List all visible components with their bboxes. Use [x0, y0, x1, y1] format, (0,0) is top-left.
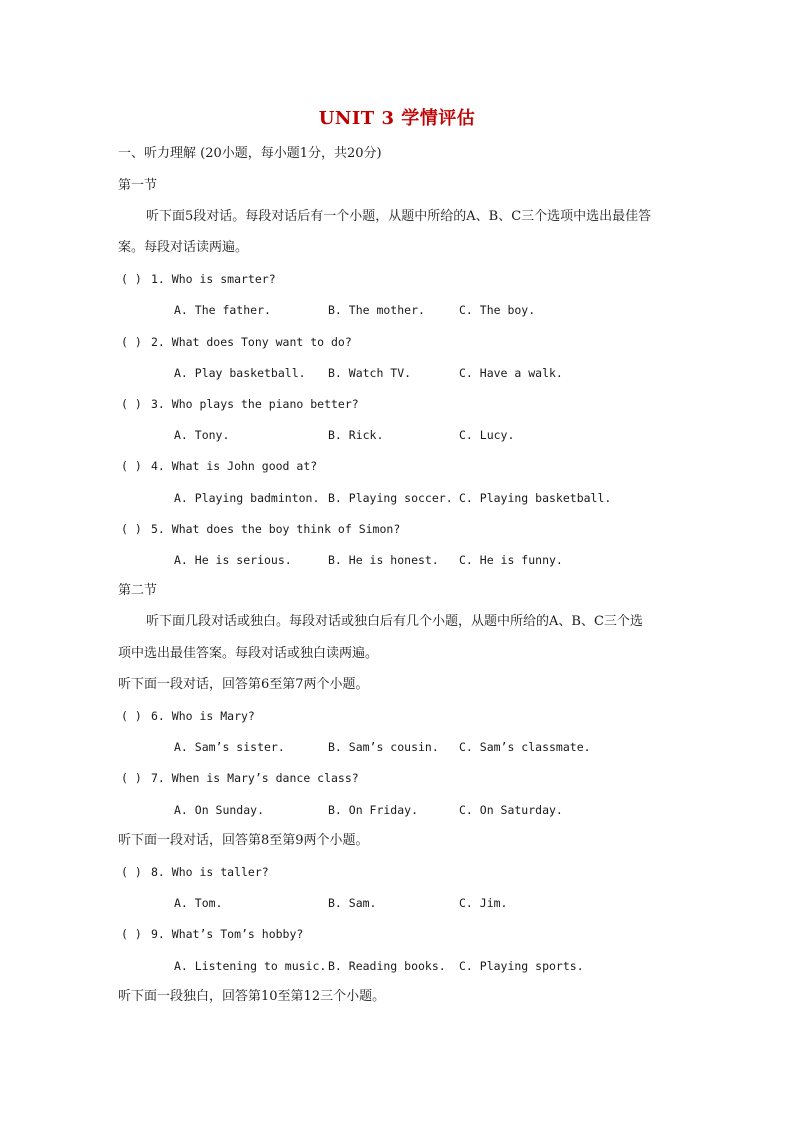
option-a: A. Tony.: [174, 428, 230, 442]
option-c: C. Lucy.: [459, 428, 515, 442]
answer-bracket[interactable]: ( ): [121, 709, 142, 723]
option-b: B. Playing soccer.: [328, 491, 453, 505]
section-heading: 一、听力理解 (20小题，每小题1分，共20分): [118, 146, 382, 161]
group-instruction-10-12: 听下面一段独白，回答第10至第12三个小题。: [118, 989, 386, 1004]
part2-instructions-line1: 听下面几段对话或独白。每段对话或独白后有几个小题，从题中所给的A、B、C三个选: [146, 614, 643, 629]
option-a: A. On Sunday.: [174, 803, 265, 817]
answer-bracket[interactable]: ( ): [121, 272, 142, 286]
option-a: A. Play basketball.: [174, 366, 306, 380]
question-stem: 7. When is Mary’s dance class?: [151, 771, 359, 785]
question-stem: 5. What does the boy think of Simon?: [151, 522, 401, 536]
answer-bracket[interactable]: ( ): [121, 459, 142, 473]
option-b: B. Rick.: [328, 428, 384, 442]
question-stem: 1. Who is smarter?: [151, 272, 276, 286]
option-b: B. He is honest.: [328, 553, 439, 567]
answer-bracket[interactable]: ( ): [121, 335, 142, 349]
part1-label: 第一节: [118, 178, 158, 193]
part2-label: 第二节: [118, 583, 158, 598]
page-title: UNIT 3 学情评估: [318, 108, 476, 129]
question-3: [121, 395, 359, 413]
option-c: C. Playing basketball.: [459, 491, 612, 505]
part1-instructions-line1: 听下面5段对话。每段对话后有一个小题，从题中所给的A、B、C三个选项中选出最佳答: [146, 209, 652, 224]
group-instruction-6-7: 听下面一段对话，回答第6至第7两个小题。: [118, 677, 369, 692]
option-c: C. Jim.: [459, 896, 508, 910]
question-9: [121, 925, 303, 943]
answer-bracket[interactable]: ( ): [121, 927, 142, 941]
option-a: A. The father.: [174, 303, 271, 317]
option-b: B. The mother.: [328, 303, 425, 317]
option-a: A. He is serious.: [174, 553, 292, 567]
answer-bracket[interactable]: ( ): [121, 397, 142, 411]
option-b: B. On Friday.: [328, 803, 419, 817]
option-a: A. Listening to music.: [174, 959, 327, 973]
answer-bracket[interactable]: ( ): [121, 522, 142, 536]
option-a: A. Tom.: [174, 896, 223, 910]
question-stem: 4. What is John good at?: [151, 459, 318, 473]
option-b: B. Watch TV.: [328, 366, 412, 380]
part1-instructions-line2: 案。每段对话读两遍。: [118, 240, 249, 255]
question-8: [121, 863, 269, 881]
option-c: C. Have a walk.: [459, 366, 563, 380]
question-5: [121, 520, 400, 538]
question-stem: 3. Who plays the piano better?: [151, 397, 359, 411]
answer-bracket[interactable]: ( ): [121, 865, 142, 879]
question-6: [121, 707, 255, 725]
question-2: [121, 333, 352, 351]
option-b: B. Sam.: [328, 896, 377, 910]
question-stem: 2. What does Tony want to do?: [151, 335, 352, 349]
part2-instructions-line2: 项中选出最佳答案。每段对话或独白读两遍。: [118, 646, 379, 661]
option-b: B. Sam’s cousin.: [328, 740, 439, 754]
option-a: A. Sam’s sister.: [174, 740, 285, 754]
option-c: C. Sam’s classmate.: [459, 740, 591, 754]
option-c: C. On Saturday.: [459, 803, 563, 817]
option-c: C. Playing sports.: [459, 959, 584, 973]
option-a: A. Playing badminton.: [174, 491, 320, 505]
option-b: B. Reading books.: [328, 959, 446, 973]
question-stem: 9. What’s Tom’s hobby?: [151, 927, 304, 941]
option-c: C. He is funny.: [459, 553, 563, 567]
question-4: [121, 457, 317, 475]
answer-bracket[interactable]: ( ): [121, 771, 142, 785]
question-7: [121, 769, 359, 787]
group-instruction-8-9: 听下面一段对话，回答第8至第9两个小题。: [118, 833, 369, 848]
question-stem: 8. Who is taller?: [151, 865, 269, 879]
option-c: C. The boy.: [459, 303, 536, 317]
question-stem: 6. Who is Mary?: [151, 709, 255, 723]
question-1: [121, 270, 276, 288]
